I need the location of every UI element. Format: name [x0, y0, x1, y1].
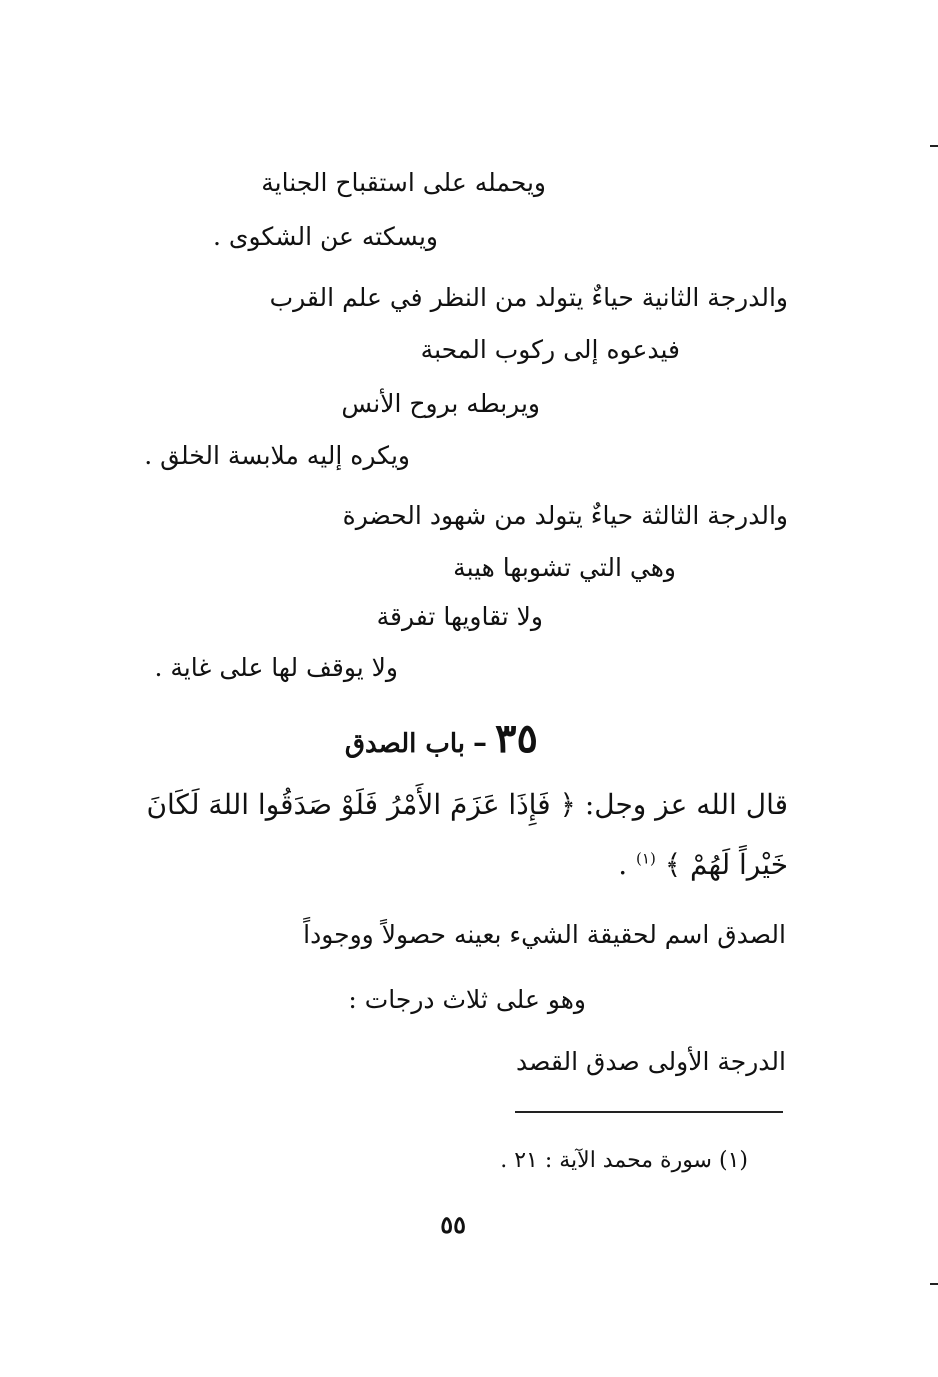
verse-line-2 — [618, 848, 788, 882]
section-heading — [345, 715, 538, 762]
verse-text-1: ﴿ فَإِذَا عَزَمَ الأَمْرُ فَلَوْ صَدَقُوا اللهَ لَكَانَ — [146, 788, 576, 821]
verse-end: . — [618, 848, 628, 881]
body-line-1: الصدق اسم لحقيقة الشيء بعينه حصولاً ووجوداً — [303, 920, 786, 949]
text-line-10: ولا يوقف لها على غاية . — [154, 653, 398, 682]
text-line-1: ويحمله على استقباح الجناية — [261, 168, 546, 197]
section-dash: – — [473, 726, 488, 759]
text-line-2: ويسكته عن الشكوى . — [213, 222, 438, 251]
section-title: باب الصدق — [344, 729, 466, 759]
verse-text-2: خَيْراً لَهُمْ ﴾ — [664, 848, 788, 881]
footnote-text: (١) سورة محمد الآية : ٢١ . — [500, 1148, 748, 1173]
footnote-marker: (١) — [636, 849, 656, 868]
text-line-7: والدرجة الثالثة حياءٌ يتولد من شهود الحضرة — [342, 501, 788, 530]
verse-intro: قال الله عز وجل: — [584, 788, 788, 821]
body-line-3: الدرجة الأولى صدق القصد — [516, 1047, 786, 1076]
text-line-3: والدرجة الثانية حياءٌ يتولد من النظر في علم القرب — [269, 283, 788, 312]
text-line-8: وهي التي تشوبها هيبة — [453, 553, 676, 582]
page-number: ٥٥ — [440, 1210, 466, 1239]
text-line-9: ولا تقاويها تفرقة — [376, 602, 543, 631]
scan-edge-mark-bottom — [930, 1283, 938, 1285]
text-line-4: فيدعوه إلى ركوب المحبة — [420, 335, 680, 364]
footnote-divider — [515, 1111, 783, 1113]
body-line-2: وهو على ثلاث درجات : — [348, 985, 586, 1014]
section-number: ٣٥ — [495, 715, 538, 762]
verse-line-1 — [146, 788, 788, 822]
text-line-5: ويربطه بروح الأنس — [341, 389, 540, 418]
text-line-6: ويكره إليه ملابسة الخلق . — [144, 441, 410, 470]
scan-edge-mark-top — [930, 145, 938, 147]
